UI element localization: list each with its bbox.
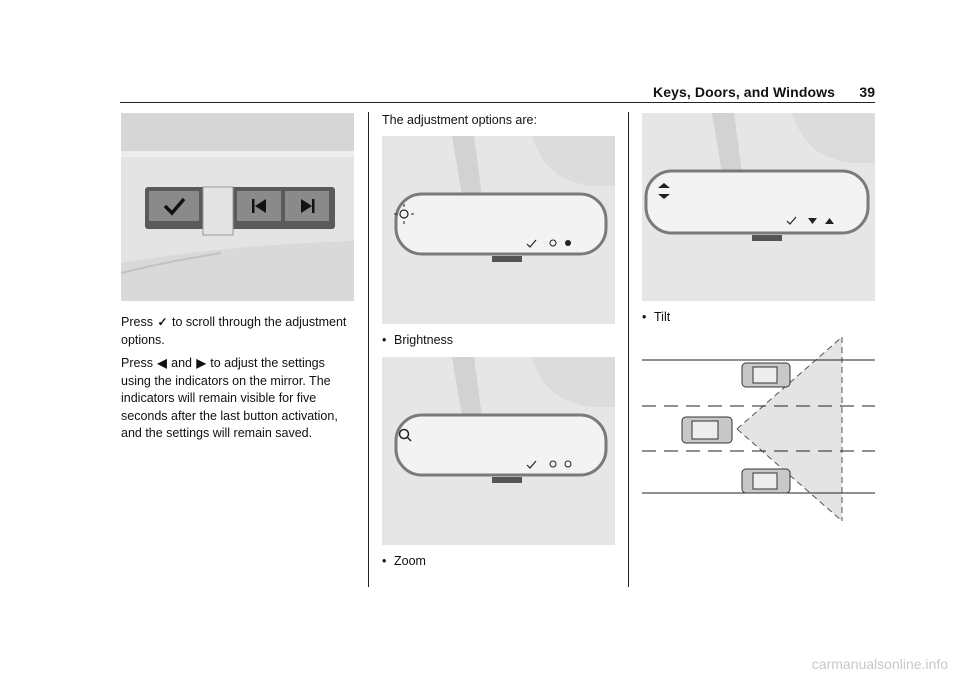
lane-view-diagram <box>642 333 875 525</box>
column-divider-1 <box>368 112 369 587</box>
left-text-block <box>121 314 357 449</box>
section-title: Keys, Doors, and Windows <box>653 84 835 100</box>
checkmark-icon: ✓ <box>157 315 168 329</box>
vehicle-icon <box>742 363 790 387</box>
next-icon: ▶ <box>196 356 206 370</box>
previous-icon: ◀ <box>157 356 167 370</box>
bullet-tilt: • Tilt <box>642 310 671 324</box>
page-header <box>120 84 875 104</box>
mirror-brightness-figure <box>382 136 615 324</box>
brightness-high-icon <box>565 240 571 246</box>
paragraph-adjust: Press ◀ and ▶ to adjust the settings using the indicators on the mirror. The indicators will remain visible for five seconds after the last button activation, and the settings will remain saved. <box>121 356 338 440</box>
header-rule <box>120 102 875 103</box>
column-divider-2 <box>628 112 629 587</box>
page-number: 39 <box>859 84 875 100</box>
bullet-brightness: • Brightness <box>382 333 454 347</box>
paragraph-scroll: Press ✓ to scroll through the adjustment options. <box>121 315 347 347</box>
vehicle-icon <box>682 417 732 443</box>
mirror-buttons-figure <box>121 113 354 301</box>
watermark: carmanualsonline.info <box>811 656 948 672</box>
mirror-tilt-figure <box>642 113 875 301</box>
bullet-zoom: • Zoom <box>382 554 426 568</box>
vehicle-icon <box>742 469 790 493</box>
mirror-zoom-figure <box>382 357 615 545</box>
adjustment-intro: The adjustment options are: <box>382 113 537 127</box>
